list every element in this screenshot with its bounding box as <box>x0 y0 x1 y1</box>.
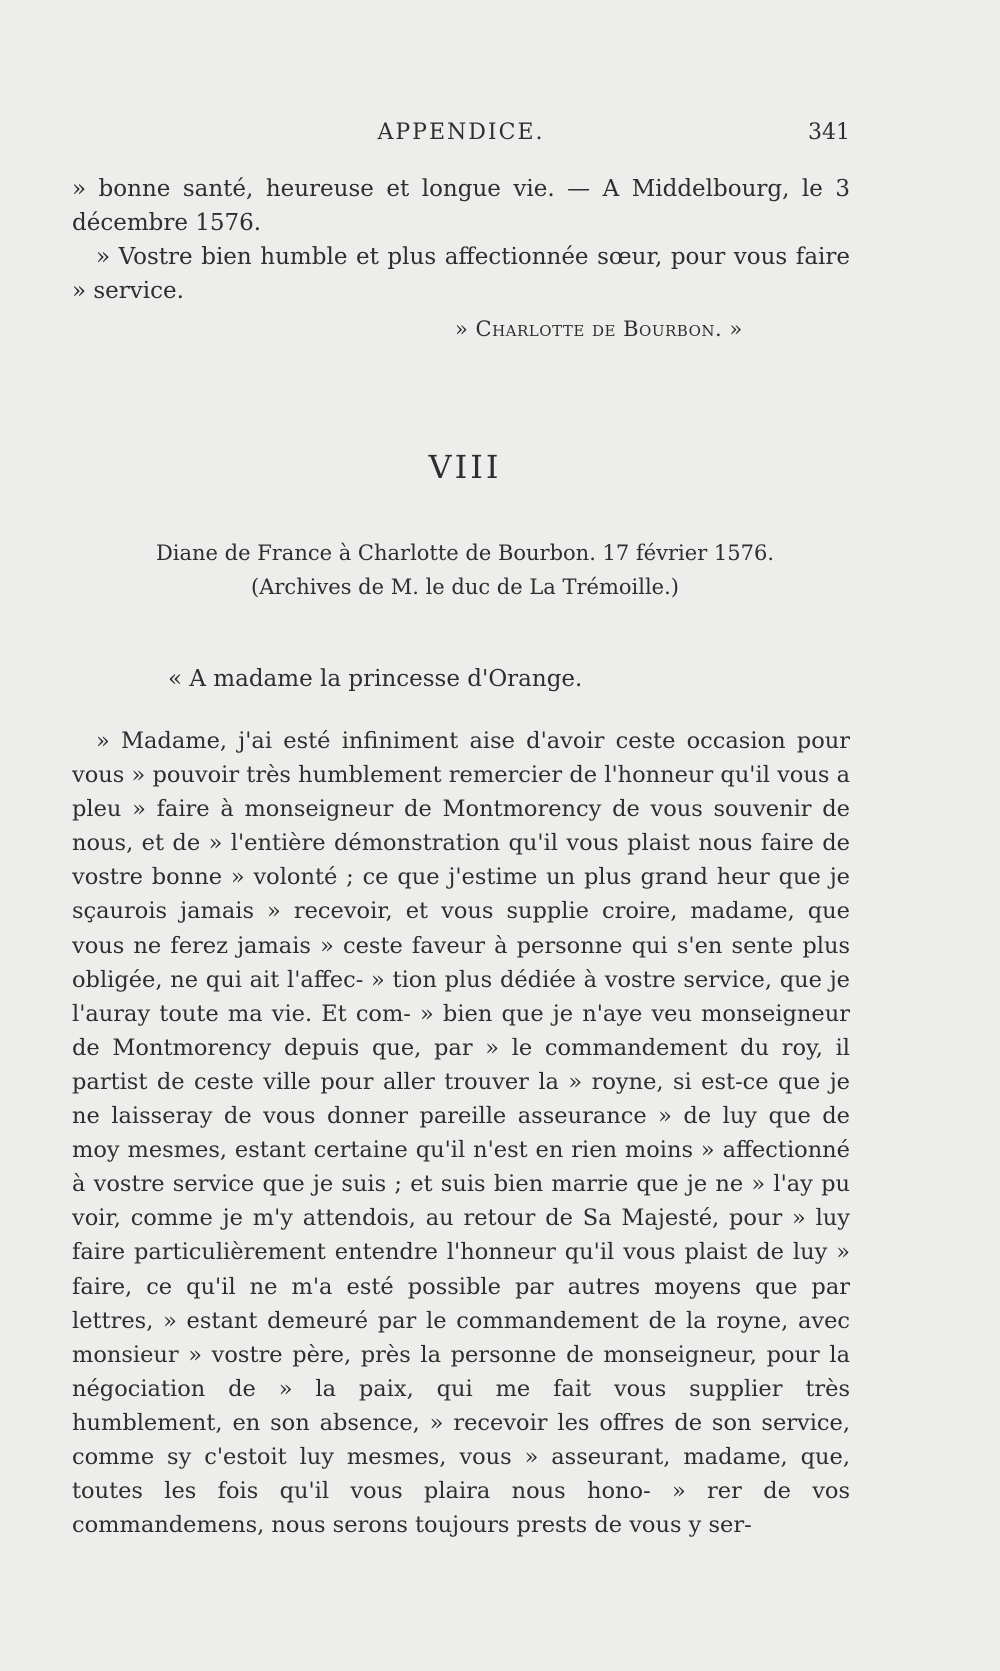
document-heading-source: (Archives de M. le duc de La Trémoille.) <box>251 575 679 599</box>
signature-close-quote: » <box>722 317 743 341</box>
signature-name: Charlotte de Bourbon. <box>475 317 723 341</box>
document-heading-title: Diane de France à Charlotte de Bourbon. 17 février 1576. <box>155 541 775 565</box>
letter-address: « A madame la princesse d'Orange. <box>168 666 583 692</box>
letter-body: » Madame, j'ai esté infiniment aise d'avoir ceste occasion pour vous » pouvoir très humblement remercier de l'honneur qu'il vous a pleu » faire à monseigneur de Montmorency de vous souvenir de nous, et de » l'entière démonstration qu'il vous plaist nous faire de vostre bonne » volonté ; ce que j'estime un plus grand heur que je sçaurois jamais » recevoir, et vous supplie croire, madame, que vous ne ferez jamais » ceste faveur à personne qui s'en sente plus obligée, ne qui ait l'affec- » tion plus dédiée à vostre service, que je l'auray toute ma vie. Et com- » bien que je n'aye veu monseigneur de Montmorency depuis que, par » le commandement du roy, il partist de ceste ville pour aller trouver la » royne, si est-ce que je ne laisseray de vous donner pareille asseurance » de luy que de moy mesmes, estant certaine qu'il n'est en rien moins » affectionné à vostre service que je suis ; et suis bien marrie que je ne » l'ay pu voir, comme je m'y attendois, au retour de Sa Majesté, pour » luy faire particulièrement entendre l'honneur qu'il vous plaist de luy » faire, ce qu'il ne m'a esté possible par autres moyens que par lettres, » estant demeuré par le commandement de la royne, avec monsieur » vostre père, près la personne de monseigneur, pour la négociation de » la paix, qui me fait vous supplier très humblement, en son absence, » recevoir les offres de son service, comme sy c'estoit luy mesmes, vous » asseurant, madame, que, toutes les fois qu'il vous plaira nous hono- » rer de vos commandemens, nous serons toujours prests de vous y ser- <box>72 728 850 1539</box>
closing-paragraph: » Vostre bien humble et plus affectionnée sœur, pour vous faire » service. <box>72 244 850 304</box>
continuation-text <box>72 172 850 308</box>
running-title: APPENDICE. <box>377 120 545 145</box>
continuation-paragraph: » bonne santé, heureuse et longue vie. — A Middelbourg, le 3 décembre 1576. <box>72 176 850 236</box>
section-number: VIII <box>428 448 502 486</box>
page-number: 341 <box>808 120 850 145</box>
document-heading <box>0 536 930 604</box>
page-header <box>72 120 850 160</box>
signature-open-quote: » <box>455 317 476 341</box>
signature <box>455 317 743 341</box>
